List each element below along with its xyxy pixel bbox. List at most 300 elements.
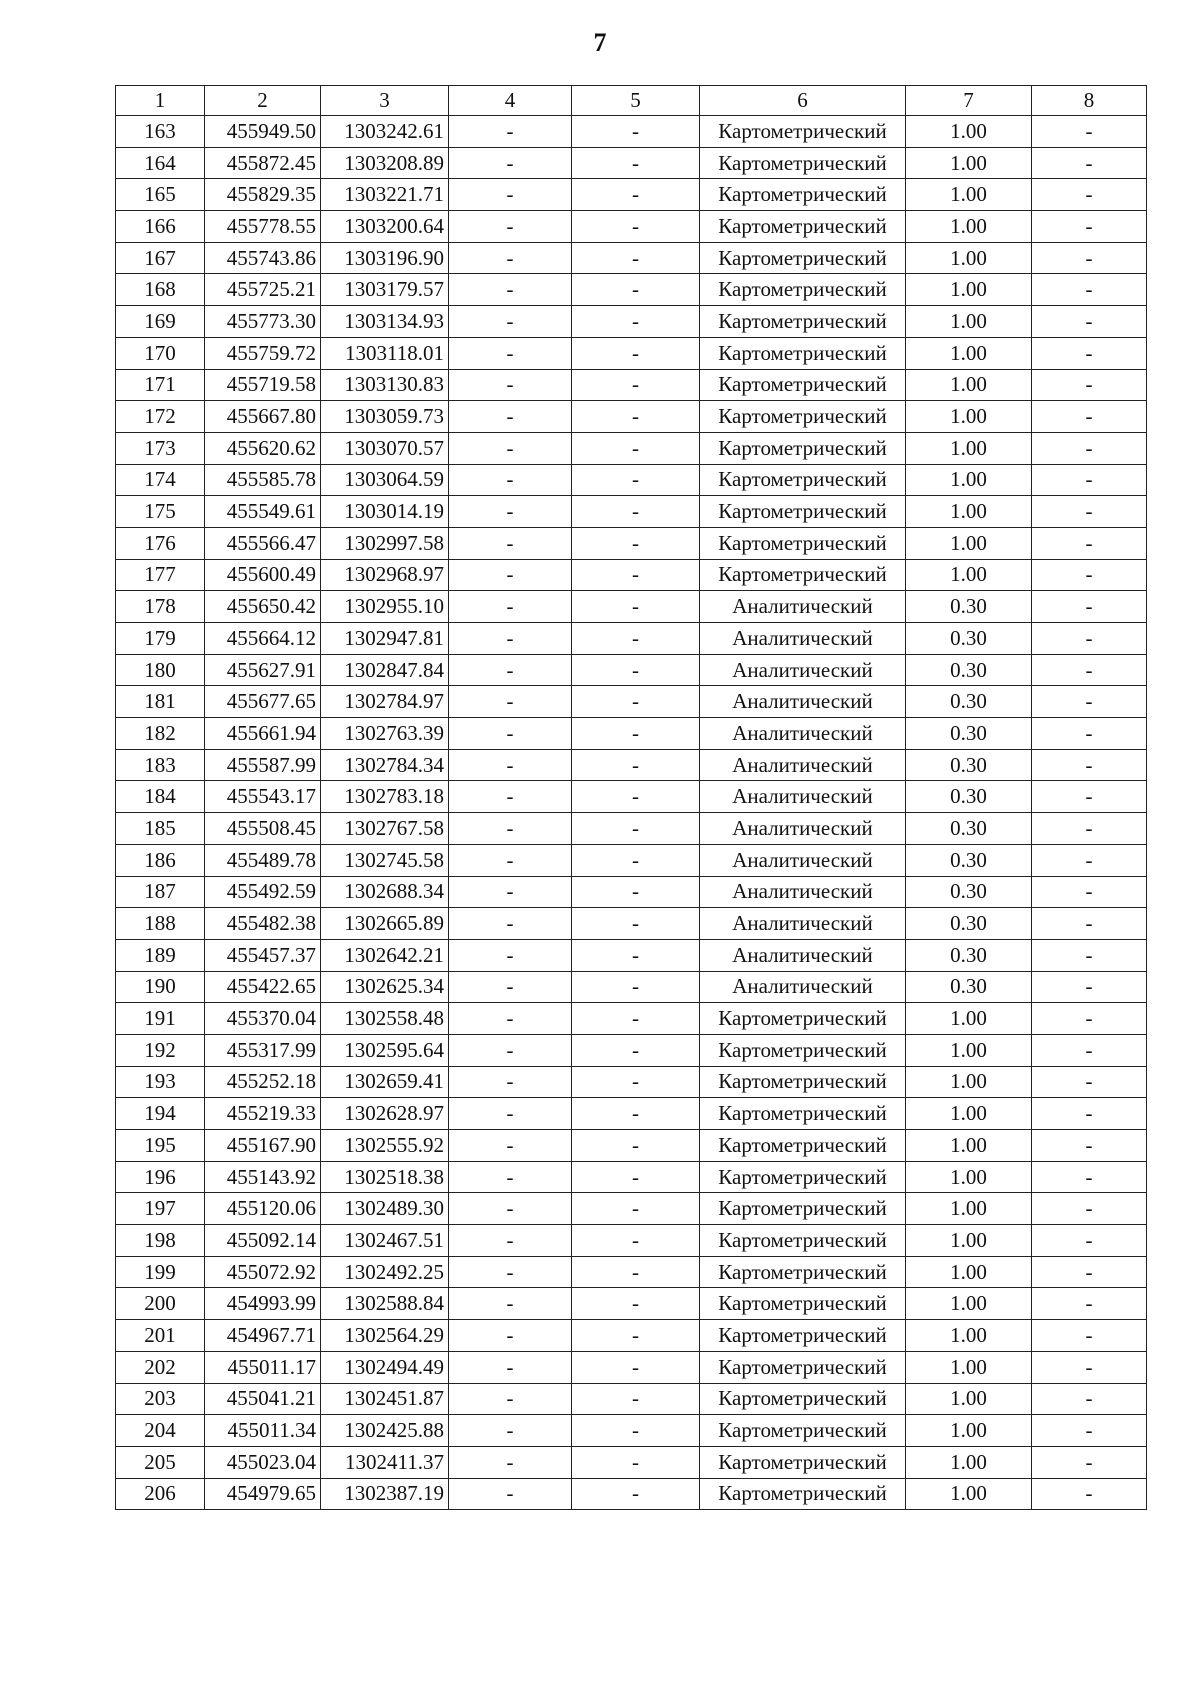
cell-accuracy: 0.30 (906, 686, 1032, 718)
table-row (116, 147, 1147, 179)
cell-point-number: 191 (116, 1003, 205, 1035)
cell-y-coordinate: 1302518.38 (321, 1161, 449, 1193)
cell-accuracy: 1.00 (906, 369, 1032, 401)
cell-accuracy: 1.00 (906, 211, 1032, 243)
cell-col4-value: - (449, 401, 572, 433)
cell-y-coordinate: 1302387.19 (321, 1478, 449, 1510)
cell-point-number: 179 (116, 623, 205, 655)
table-row (116, 1351, 1147, 1383)
cell-col8-value: - (1032, 1288, 1147, 1320)
cell-point-number: 194 (116, 1098, 205, 1130)
cell-y-coordinate: 1303070.57 (321, 432, 449, 464)
cell-col8-value: - (1032, 1478, 1147, 1510)
cell-col8-value: - (1032, 623, 1147, 655)
cell-x-coordinate: 455620.62 (205, 432, 321, 464)
cell-y-coordinate: 1302564.29 (321, 1320, 449, 1352)
cell-col4-value: - (449, 813, 572, 845)
cell-point-number: 165 (116, 179, 205, 211)
table-row (116, 813, 1147, 845)
cell-col8-value: - (1032, 1098, 1147, 1130)
cell-col8-value: - (1032, 242, 1147, 274)
column-header-4: 4 (449, 86, 572, 116)
cell-x-coordinate: 455092.14 (205, 1225, 321, 1257)
cell-col5-value: - (572, 971, 700, 1003)
cell-accuracy: 1.00 (906, 242, 1032, 274)
cell-accuracy: 1.00 (906, 559, 1032, 591)
cell-accuracy: 0.30 (906, 844, 1032, 876)
cell-x-coordinate: 455661.94 (205, 718, 321, 750)
cell-col5-value: - (572, 1383, 700, 1415)
cell-method: Картометрический (700, 274, 906, 306)
cell-accuracy: 1.00 (906, 274, 1032, 306)
cell-x-coordinate: 455549.61 (205, 496, 321, 528)
column-header-7: 7 (906, 86, 1032, 116)
cell-col4-value: - (449, 876, 572, 908)
cell-x-coordinate: 454993.99 (205, 1288, 321, 1320)
cell-col5-value: - (572, 1446, 700, 1478)
cell-col5-value: - (572, 496, 700, 528)
cell-method: Картометрический (700, 1130, 906, 1162)
cell-x-coordinate: 455482.38 (205, 908, 321, 940)
cell-method: Картометрический (700, 496, 906, 528)
cell-col4-value: - (449, 1193, 572, 1225)
cell-col5-value: - (572, 242, 700, 274)
cell-accuracy: 1.00 (906, 1351, 1032, 1383)
table-row (116, 1130, 1147, 1162)
cell-col5-value: - (572, 559, 700, 591)
cell-col4-value: - (449, 1478, 572, 1510)
cell-x-coordinate: 455072.92 (205, 1256, 321, 1288)
cell-col4-value: - (449, 496, 572, 528)
cell-col8-value: - (1032, 1256, 1147, 1288)
cell-x-coordinate: 455120.06 (205, 1193, 321, 1225)
cell-col8-value: - (1032, 274, 1147, 306)
cell-col4-value: - (449, 1383, 572, 1415)
cell-point-number: 171 (116, 369, 205, 401)
cell-y-coordinate: 1303059.73 (321, 401, 449, 433)
cell-col4-value: - (449, 971, 572, 1003)
cell-x-coordinate: 455677.65 (205, 686, 321, 718)
cell-method: Картометрический (700, 1098, 906, 1130)
cell-col8-value: - (1032, 401, 1147, 433)
cell-col5-value: - (572, 211, 700, 243)
cell-col5-value: - (572, 527, 700, 559)
cell-point-number: 176 (116, 527, 205, 559)
table-row (116, 1034, 1147, 1066)
cell-col5-value: - (572, 781, 700, 813)
cell-point-number: 190 (116, 971, 205, 1003)
cell-col4-value: - (449, 591, 572, 623)
cell-col5-value: - (572, 908, 700, 940)
page-number: 7 (593, 28, 607, 57)
cell-y-coordinate: 1302665.89 (321, 908, 449, 940)
cell-col8-value: - (1032, 211, 1147, 243)
cell-col8-value: - (1032, 844, 1147, 876)
cell-col8-value: - (1032, 559, 1147, 591)
cell-point-number: 168 (116, 274, 205, 306)
cell-x-coordinate: 455252.18 (205, 1066, 321, 1098)
cell-method: Картометрический (700, 116, 906, 148)
cell-col8-value: - (1032, 1161, 1147, 1193)
cell-col4-value: - (449, 654, 572, 686)
cell-accuracy: 1.00 (906, 1003, 1032, 1035)
cell-col4-value: - (449, 527, 572, 559)
cell-x-coordinate: 455949.50 (205, 116, 321, 148)
cell-col8-value: - (1032, 1034, 1147, 1066)
cell-point-number: 201 (116, 1320, 205, 1352)
cell-y-coordinate: 1302411.37 (321, 1446, 449, 1478)
cell-x-coordinate: 455422.65 (205, 971, 321, 1003)
cell-col5-value: - (572, 1161, 700, 1193)
cell-col8-value: - (1032, 432, 1147, 464)
table-row (116, 432, 1147, 464)
cell-point-number: 172 (116, 401, 205, 433)
cell-col5-value: - (572, 939, 700, 971)
cell-col8-value: - (1032, 1066, 1147, 1098)
cell-col8-value: - (1032, 1193, 1147, 1225)
cell-col8-value: - (1032, 686, 1147, 718)
cell-point-number: 177 (116, 559, 205, 591)
cell-x-coordinate: 455317.99 (205, 1034, 321, 1066)
cell-accuracy: 0.30 (906, 654, 1032, 686)
table-row (116, 1320, 1147, 1352)
cell-method: Аналитический (700, 749, 906, 781)
cell-col4-value: - (449, 179, 572, 211)
cell-col8-value: - (1032, 179, 1147, 211)
cell-col4-value: - (449, 749, 572, 781)
cell-x-coordinate: 455872.45 (205, 147, 321, 179)
cell-col5-value: - (572, 147, 700, 179)
cell-col5-value: - (572, 179, 700, 211)
cell-point-number: 199 (116, 1256, 205, 1288)
table-row (116, 306, 1147, 338)
cell-point-number: 175 (116, 496, 205, 528)
cell-y-coordinate: 1303221.71 (321, 179, 449, 211)
cell-y-coordinate: 1302467.51 (321, 1225, 449, 1257)
cell-accuracy: 0.30 (906, 971, 1032, 1003)
cell-col4-value: - (449, 1003, 572, 1035)
cell-accuracy: 1.00 (906, 1034, 1032, 1066)
cell-col4-value: - (449, 1351, 572, 1383)
cell-accuracy: 1.00 (906, 1193, 1032, 1225)
cell-method: Картометрический (700, 559, 906, 591)
cell-col4-value: - (449, 1161, 572, 1193)
cell-col5-value: - (572, 1225, 700, 1257)
cell-x-coordinate: 455587.99 (205, 749, 321, 781)
cell-point-number: 170 (116, 337, 205, 369)
cell-x-coordinate: 455667.80 (205, 401, 321, 433)
cell-method: Аналитический (700, 813, 906, 845)
cell-accuracy: 1.00 (906, 116, 1032, 148)
cell-y-coordinate: 1303134.93 (321, 306, 449, 338)
cell-x-coordinate: 455508.45 (205, 813, 321, 845)
cell-point-number: 169 (116, 306, 205, 338)
cell-x-coordinate: 455011.34 (205, 1415, 321, 1447)
cell-point-number: 187 (116, 876, 205, 908)
cell-method: Картометрический (700, 1034, 906, 1066)
cell-y-coordinate: 1302625.34 (321, 971, 449, 1003)
cell-y-coordinate: 1302767.58 (321, 813, 449, 845)
cell-method: Аналитический (700, 908, 906, 940)
cell-col5-value: - (572, 813, 700, 845)
cell-col8-value: - (1032, 939, 1147, 971)
cell-col5-value: - (572, 876, 700, 908)
cell-method: Аналитический (700, 654, 906, 686)
cell-x-coordinate: 454979.65 (205, 1478, 321, 1510)
cell-col8-value: - (1032, 369, 1147, 401)
cell-col5-value: - (572, 1130, 700, 1162)
cell-col5-value: - (572, 306, 700, 338)
table-row (116, 591, 1147, 623)
cell-accuracy: 1.00 (906, 1130, 1032, 1162)
cell-method: Картометрический (700, 432, 906, 464)
cell-point-number: 200 (116, 1288, 205, 1320)
table-row (116, 1383, 1147, 1415)
table-row (116, 496, 1147, 528)
cell-y-coordinate: 1302555.92 (321, 1130, 449, 1162)
cell-x-coordinate: 455489.78 (205, 844, 321, 876)
cell-col5-value: - (572, 432, 700, 464)
cell-point-number: 173 (116, 432, 205, 464)
cell-col5-value: - (572, 686, 700, 718)
cell-col4-value: - (449, 1288, 572, 1320)
cell-col8-value: - (1032, 1320, 1147, 1352)
cell-col5-value: - (572, 749, 700, 781)
table-row (116, 1288, 1147, 1320)
cell-col4-value: - (449, 1256, 572, 1288)
cell-method: Аналитический (700, 876, 906, 908)
cell-col5-value: - (572, 623, 700, 655)
cell-y-coordinate: 1302489.30 (321, 1193, 449, 1225)
cell-y-coordinate: 1303064.59 (321, 464, 449, 496)
cell-col8-value: - (1032, 654, 1147, 686)
cell-col8-value: - (1032, 1383, 1147, 1415)
cell-x-coordinate: 455650.42 (205, 591, 321, 623)
cell-accuracy: 1.00 (906, 1415, 1032, 1447)
cell-point-number: 192 (116, 1034, 205, 1066)
cell-y-coordinate: 1302659.41 (321, 1066, 449, 1098)
table-row (116, 939, 1147, 971)
cell-point-number: 193 (116, 1066, 205, 1098)
table-row (116, 559, 1147, 591)
cell-accuracy: 1.00 (906, 179, 1032, 211)
cell-point-number: 204 (116, 1415, 205, 1447)
cell-col8-value: - (1032, 718, 1147, 750)
cell-col4-value: - (449, 939, 572, 971)
cell-accuracy: 1.00 (906, 1098, 1032, 1130)
cell-method: Аналитический (700, 844, 906, 876)
cell-y-coordinate: 1302558.48 (321, 1003, 449, 1035)
cell-point-number: 202 (116, 1351, 205, 1383)
column-header-2: 2 (205, 86, 321, 116)
cell-point-number: 182 (116, 718, 205, 750)
cell-col4-value: - (449, 464, 572, 496)
cell-accuracy: 1.00 (906, 306, 1032, 338)
cell-col5-value: - (572, 1415, 700, 1447)
cell-method: Аналитический (700, 939, 906, 971)
cell-method: Картометрический (700, 1161, 906, 1193)
cell-accuracy: 1.00 (906, 147, 1032, 179)
cell-point-number: 181 (116, 686, 205, 718)
table-row (116, 1098, 1147, 1130)
cell-col8-value: - (1032, 496, 1147, 528)
table-row (116, 971, 1147, 1003)
cell-accuracy: 1.00 (906, 527, 1032, 559)
table-header (116, 86, 1147, 116)
table-row (116, 844, 1147, 876)
cell-col4-value: - (449, 1446, 572, 1478)
cell-col8-value: - (1032, 1446, 1147, 1478)
cell-method: Картометрический (700, 1193, 906, 1225)
cell-y-coordinate: 1302997.58 (321, 527, 449, 559)
cell-col4-value: - (449, 1066, 572, 1098)
table-row (116, 781, 1147, 813)
table-row (116, 527, 1147, 559)
cell-point-number: 196 (116, 1161, 205, 1193)
cell-col5-value: - (572, 116, 700, 148)
cell-method: Картометрический (700, 1446, 906, 1478)
table-row (116, 464, 1147, 496)
cell-method: Картометрический (700, 211, 906, 243)
column-header-3: 3 (321, 86, 449, 116)
cell-point-number: 164 (116, 147, 205, 179)
cell-y-coordinate: 1302783.18 (321, 781, 449, 813)
cell-accuracy: 0.30 (906, 813, 1032, 845)
cell-col8-value: - (1032, 908, 1147, 940)
cell-method: Картометрический (700, 147, 906, 179)
cell-x-coordinate: 455457.37 (205, 939, 321, 971)
cell-col4-value: - (449, 274, 572, 306)
table-row (116, 654, 1147, 686)
cell-accuracy: 1.00 (906, 1066, 1032, 1098)
cell-col4-value: - (449, 908, 572, 940)
cell-col4-value: - (449, 686, 572, 718)
cell-method: Аналитический (700, 591, 906, 623)
cell-point-number: 183 (116, 749, 205, 781)
cell-y-coordinate: 1302451.87 (321, 1383, 449, 1415)
cell-col5-value: - (572, 337, 700, 369)
cell-point-number: 163 (116, 116, 205, 148)
table-row (116, 1225, 1147, 1257)
table-row (116, 1003, 1147, 1035)
cell-col5-value: - (572, 1098, 700, 1130)
cell-col5-value: - (572, 464, 700, 496)
cell-y-coordinate: 1302628.97 (321, 1098, 449, 1130)
table-row (116, 908, 1147, 940)
table-row (116, 623, 1147, 655)
cell-col4-value: - (449, 369, 572, 401)
cell-col8-value: - (1032, 116, 1147, 148)
cell-col5-value: - (572, 1066, 700, 1098)
cell-point-number: 197 (116, 1193, 205, 1225)
cell-method: Картометрический (700, 464, 906, 496)
cell-method: Картометрический (700, 369, 906, 401)
cell-y-coordinate: 1302955.10 (321, 591, 449, 623)
header-row (116, 86, 1147, 116)
cell-col4-value: - (449, 718, 572, 750)
table-row (116, 876, 1147, 908)
cell-col5-value: - (572, 274, 700, 306)
cell-col8-value: - (1032, 1351, 1147, 1383)
cell-x-coordinate: 455773.30 (205, 306, 321, 338)
table-row (116, 401, 1147, 433)
cell-y-coordinate: 1303242.61 (321, 116, 449, 148)
table-row (116, 242, 1147, 274)
cell-y-coordinate: 1303130.83 (321, 369, 449, 401)
cell-accuracy: 1.00 (906, 432, 1032, 464)
cell-y-coordinate: 1302745.58 (321, 844, 449, 876)
table-row (116, 179, 1147, 211)
cell-col8-value: - (1032, 813, 1147, 845)
cell-y-coordinate: 1303179.57 (321, 274, 449, 306)
cell-point-number: 195 (116, 1130, 205, 1162)
table-row (116, 116, 1147, 148)
cell-point-number: 188 (116, 908, 205, 940)
column-header-8: 8 (1032, 86, 1147, 116)
cell-accuracy: 1.00 (906, 1161, 1032, 1193)
cell-col4-value: - (449, 1034, 572, 1066)
cell-y-coordinate: 1303200.64 (321, 211, 449, 243)
cell-col4-value: - (449, 432, 572, 464)
cell-x-coordinate: 455219.33 (205, 1098, 321, 1130)
cell-accuracy: 0.30 (906, 876, 1032, 908)
cell-col5-value: - (572, 1288, 700, 1320)
cell-accuracy: 0.30 (906, 749, 1032, 781)
cell-x-coordinate: 455627.91 (205, 654, 321, 686)
cell-method: Картометрический (700, 337, 906, 369)
cell-accuracy: 1.00 (906, 1446, 1032, 1478)
cell-point-number: 174 (116, 464, 205, 496)
cell-col4-value: - (449, 623, 572, 655)
cell-method: Картометрический (700, 306, 906, 338)
cell-y-coordinate: 1302947.81 (321, 623, 449, 655)
cell-accuracy: 1.00 (906, 1320, 1032, 1352)
cell-col5-value: - (572, 1034, 700, 1066)
cell-col5-value: - (572, 591, 700, 623)
cell-accuracy: 1.00 (906, 496, 1032, 528)
table-row (116, 718, 1147, 750)
cell-x-coordinate: 455370.04 (205, 1003, 321, 1035)
table-row (116, 369, 1147, 401)
cell-col5-value: - (572, 1003, 700, 1035)
column-header-6: 6 (700, 86, 906, 116)
cell-method: Картометрический (700, 1478, 906, 1510)
cell-x-coordinate: 455600.49 (205, 559, 321, 591)
cell-y-coordinate: 1302494.49 (321, 1351, 449, 1383)
cell-method: Картометрический (700, 527, 906, 559)
cell-accuracy: 1.00 (906, 1256, 1032, 1288)
cell-point-number: 186 (116, 844, 205, 876)
cell-accuracy: 0.30 (906, 781, 1032, 813)
table-row (116, 274, 1147, 306)
cell-x-coordinate: 455492.59 (205, 876, 321, 908)
cell-x-coordinate: 455725.21 (205, 274, 321, 306)
cell-x-coordinate: 455719.58 (205, 369, 321, 401)
cell-method: Аналитический (700, 623, 906, 655)
cell-x-coordinate: 455778.55 (205, 211, 321, 243)
cell-col5-value: - (572, 1320, 700, 1352)
cell-accuracy: 1.00 (906, 1383, 1032, 1415)
cell-y-coordinate: 1302784.34 (321, 749, 449, 781)
cell-point-number: 205 (116, 1446, 205, 1478)
column-header-5: 5 (572, 86, 700, 116)
cell-col8-value: - (1032, 464, 1147, 496)
cell-y-coordinate: 1303014.19 (321, 496, 449, 528)
table-row (116, 749, 1147, 781)
table-row (116, 1193, 1147, 1225)
table-row (116, 686, 1147, 718)
cell-col8-value: - (1032, 591, 1147, 623)
